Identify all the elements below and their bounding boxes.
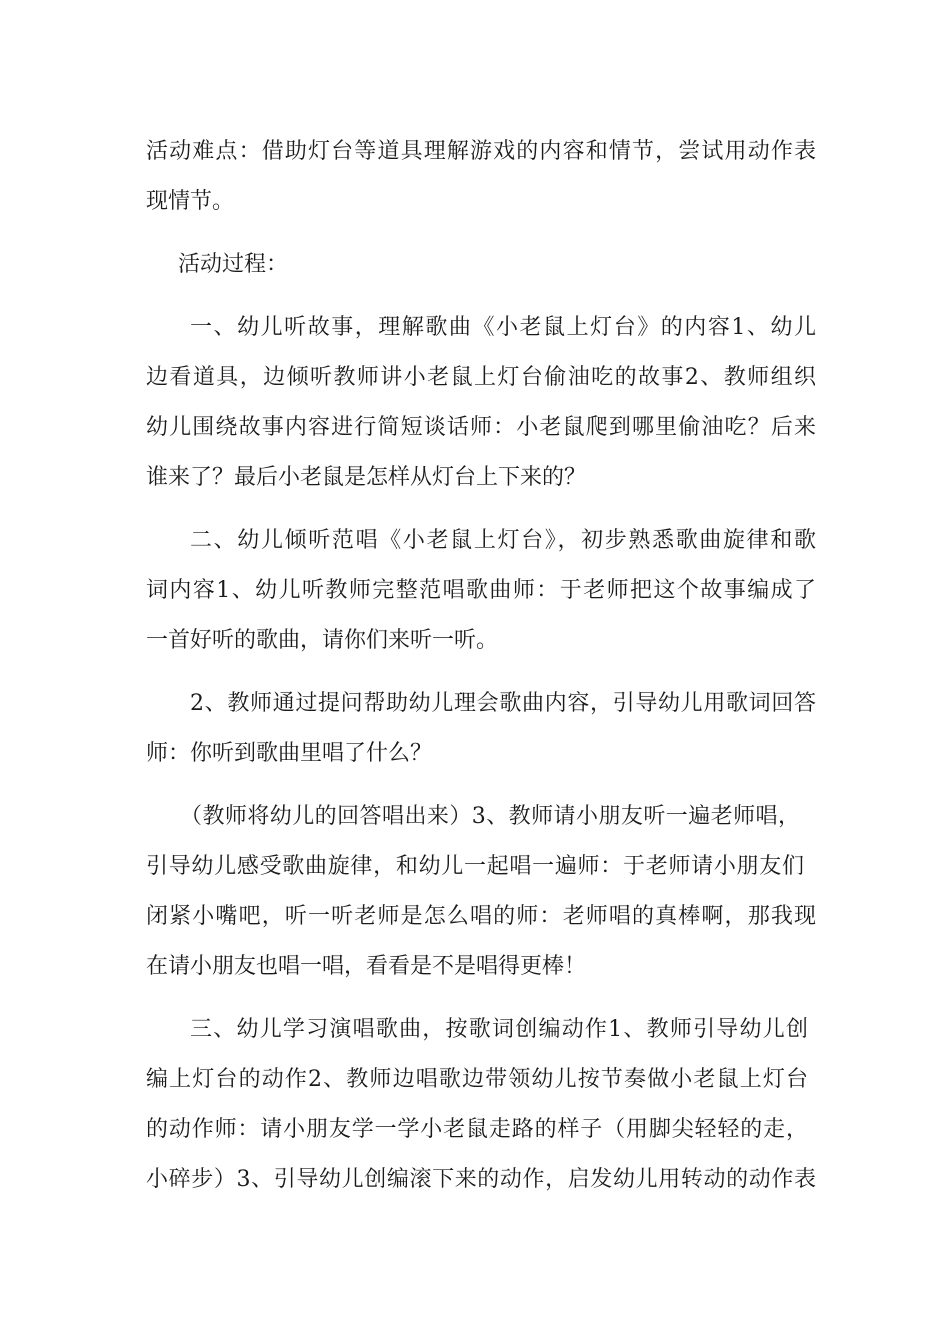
text-line: 闭紧小嘴吧，听一听老师是怎么唱的师：老师唱的真棒啊，那我现 [146,904,816,929]
text-line: 谁来了？最后小老鼠是怎样从灯台上下来的？ [146,465,587,490]
text-line: （教师将幼儿的回答唱出来）3、教师请小朋友听一遍老师唱， [180,804,800,829]
text-line: 师：你听到歌曲里唱了什么？ [146,741,433,766]
text-line: 边看道具，边倾听教师讲小老鼠上灯台偷油吃的故事2、教师组织 [146,365,816,390]
text-line: 在请小朋友也唱一唱，看看是不是唱得更棒！ [146,954,587,979]
text-line: 词内容1、幼儿听教师完整范唱歌曲师：于老师把这个故事编成了 [146,578,816,603]
text-line: 幼儿围绕故事内容进行简短谈话师：小老鼠爬到哪里偷油吃？后来 [146,415,816,440]
text-line: 小碎步）3、引导幼儿创编滚下来的动作，启发幼儿用转动的动作表 [146,1167,816,1192]
text-line: 二、幼儿倾听范唱《小老鼠上灯台》，初步熟悉歌曲旋律和歌 [190,528,816,553]
text-line: 2、教师通过提问帮助幼儿理会歌曲内容，引导幼儿用歌词回答 [190,691,816,716]
text-line: 活动过程： [178,252,289,277]
text-line: 活动难点：借助灯台等道具理解游戏的内容和情节，尝试用动作表 [146,139,816,164]
text-line: 引导幼儿感受歌曲旋律，和幼儿一起唱一遍师：于老师请小朋友们 [146,854,804,879]
text-line: 三、幼儿学习演唱歌曲，按歌词创编动作1、教师引导幼儿创 [190,1017,808,1042]
text-line: 一首好听的歌曲，请你们来听一听。 [146,628,499,653]
text-line: 一、幼儿听故事，理解歌曲《小老鼠上灯台》的内容1、幼儿 [190,315,816,340]
text-line: 编上灯台的动作2、教师边唱歌边带领幼儿按节奏做小老鼠上灯台 [146,1067,808,1092]
text-line: 的动作师：请小朋友学一学小老鼠走路的样子（用脚尖轻轻的走， [146,1117,808,1142]
text-line: 现情节。 [146,189,235,214]
